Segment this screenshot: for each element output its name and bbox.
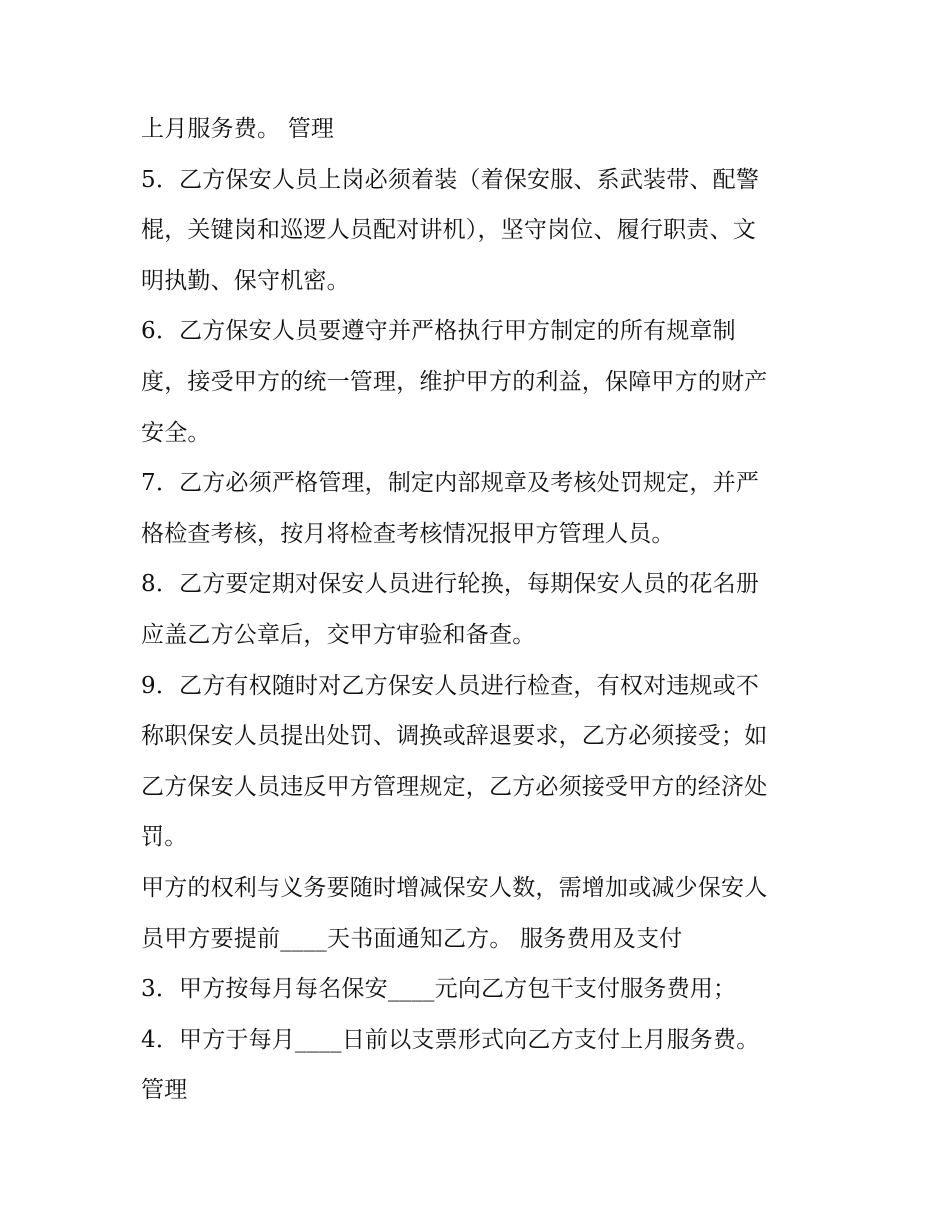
text-line: 甲方的权利与义务要随时增减保安人数，需增加或减少保安人 <box>141 874 768 901</box>
text-line: 7．乙方必须严格管理，制定内部规章及考核处罚规定，并严 <box>141 470 760 497</box>
text-line: 度，接受甲方的统一管理，维护甲方的利益，保障甲方的财产 <box>141 368 768 395</box>
document-body <box>141 104 821 1116</box>
text-line: 9．乙方有权随时对乙方保安人员进行检查，有权对违规或不 <box>141 672 760 699</box>
text-line: 3．甲方按每月每名保安____元向乙方包干支付服务费用； <box>141 976 737 1003</box>
text-line: 称职保安人员提出处罚、调换或辞退要求，乙方必须接受；如 <box>141 723 768 750</box>
text-line: 明执勤、保守机密。 <box>141 267 350 294</box>
text-line: 上月服务费。 管理 <box>141 116 335 142</box>
text-line: 员甲方要提前____天书面通知乙方。 服务费用及支付 <box>141 925 683 952</box>
text-line: 罚。 <box>141 824 188 851</box>
text-line: 8．乙方要定期对保安人员进行轮换，每期保安人员的花名册 <box>141 571 760 598</box>
text-line: 管理 <box>141 1077 188 1104</box>
text-line: 棍，关键岗和巡逻人员配对讲机），坚守岗位、履行职责、文 <box>141 217 756 244</box>
text-line: 格检查考核，按月将检查考核情况报甲方管理人员。 <box>141 520 675 547</box>
text-line: 乙方保安人员违反甲方管理规定，乙方必须接受甲方的经济处 <box>141 773 768 800</box>
text-line: 应盖乙方公章后，交甲方审验和备查。 <box>141 621 536 648</box>
text-line: 安全。 <box>141 419 211 446</box>
text-line: 4．甲方于每月____日前以支票形式向乙方支付上月服务费。 <box>141 1026 760 1053</box>
text-line: 6．乙方保安人员要遵守并严格执行甲方制定的所有规章制 <box>141 318 736 345</box>
text-line: 5．乙方保安人员上岗必须着装（着保安服、系武装带、配警 <box>141 166 760 193</box>
